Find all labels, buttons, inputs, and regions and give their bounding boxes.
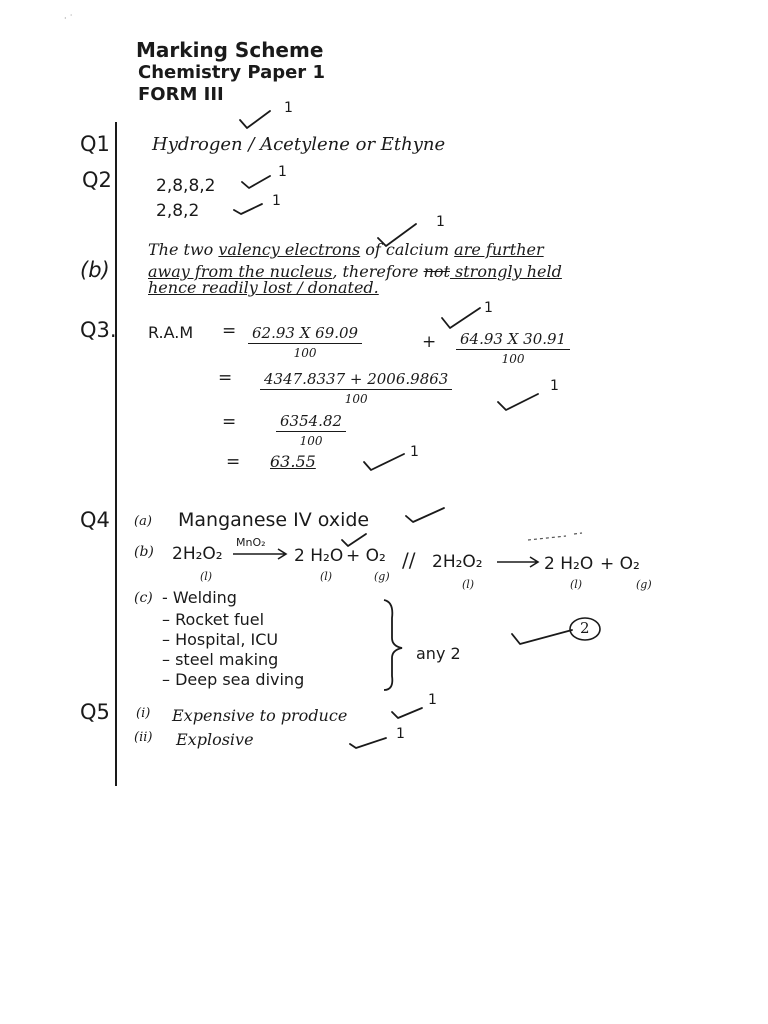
pencil-mark-icon bbox=[526, 530, 586, 544]
fraction-4 bbox=[276, 412, 346, 448]
q4-label: Q4 bbox=[80, 508, 110, 532]
header-form: FORM III bbox=[138, 84, 224, 105]
fraction-3-denominator: 100 bbox=[344, 392, 368, 406]
state-liquid: (l) bbox=[570, 578, 583, 591]
header-subject: Chemistry Paper 1 bbox=[138, 62, 325, 83]
q2b-label: (b) bbox=[80, 258, 110, 282]
q2b-line-3 bbox=[148, 278, 379, 297]
reaction-arrow-icon bbox=[232, 548, 288, 560]
q2b-text: The two bbox=[148, 240, 219, 259]
reaction-arrow-icon bbox=[496, 556, 540, 568]
use-item: – steel making bbox=[162, 650, 279, 669]
margin-line bbox=[110, 122, 122, 786]
tick-mark-icon bbox=[390, 704, 424, 722]
q4a-label: (a) bbox=[134, 514, 152, 529]
fraction-2-numerator: 64.93 X 30.91 bbox=[456, 330, 570, 350]
q2b-text: not bbox=[423, 262, 450, 281]
q2b-text: strongly held bbox=[449, 262, 562, 281]
tick-mark-icon bbox=[232, 200, 266, 218]
fraction-2 bbox=[456, 330, 570, 366]
q3-label: Q3. bbox=[80, 318, 117, 342]
fraction-1-denominator: 100 bbox=[293, 346, 317, 360]
tick-mark-icon bbox=[496, 390, 540, 412]
tick-mark-icon bbox=[404, 504, 446, 526]
q2b-line-1 bbox=[148, 240, 544, 259]
catalyst-label: MnO₂ bbox=[236, 536, 266, 549]
state-liquid: (l) bbox=[200, 570, 213, 583]
q1-answer: Hydrogen / Acetylene or Ethyne bbox=[152, 134, 446, 155]
q4c-label: (c) bbox=[134, 590, 153, 606]
state-gas: (g) bbox=[374, 570, 390, 583]
q2-answer-2: 2,8,2 bbox=[156, 201, 200, 221]
mark-one: 1 bbox=[396, 726, 405, 742]
mark-one: 1 bbox=[284, 100, 293, 116]
q5ii-label: (ii) bbox=[134, 730, 153, 745]
q4b-oxygen: + O₂ bbox=[346, 546, 386, 566]
use-item: – Rocket fuel bbox=[162, 610, 265, 629]
q2b-text: away from the nucleus bbox=[148, 262, 333, 281]
fraction-1 bbox=[248, 324, 362, 360]
q5i-answer: Expensive to produce bbox=[172, 706, 348, 725]
mark-one: 1 bbox=[278, 164, 287, 180]
mark-one: 1 bbox=[272, 193, 281, 209]
state-liquid: (l) bbox=[462, 578, 475, 591]
state-liquid: (l) bbox=[320, 570, 333, 583]
fraction-3 bbox=[260, 370, 452, 406]
mark-one: 1 bbox=[410, 444, 419, 460]
tick-mark-icon bbox=[510, 620, 574, 648]
marks-awarded: 2 bbox=[580, 619, 590, 637]
tick-mark-icon bbox=[440, 304, 482, 330]
q4a-answer: Manganese IV oxide bbox=[178, 509, 370, 531]
q2b-text: are further bbox=[454, 240, 544, 259]
mark-one: 1 bbox=[428, 692, 437, 708]
q2b-text: valency electrons bbox=[218, 240, 361, 259]
mark-one: 1 bbox=[550, 378, 559, 394]
q2b-text: hence readily lost / donated. bbox=[148, 278, 379, 297]
tick-mark-icon bbox=[348, 734, 388, 750]
tick-mark-icon bbox=[340, 532, 368, 548]
q2-label: Q2 bbox=[82, 168, 112, 192]
mark-one: 1 bbox=[484, 300, 493, 316]
q2b-text: of calcium bbox=[360, 240, 455, 259]
tick-mark-icon bbox=[238, 108, 272, 132]
mark-one: 1 bbox=[436, 214, 445, 230]
q5i-label: (i) bbox=[136, 706, 151, 721]
use-item: – Deep sea diving bbox=[162, 670, 305, 689]
q4b-reactant: 2H₂O₂ bbox=[172, 544, 223, 564]
q4b-alt-oxygen: + O₂ bbox=[600, 554, 640, 574]
tick-mark-icon bbox=[240, 172, 274, 192]
q4b-alt-product: 2 H₂O bbox=[544, 554, 594, 574]
alt-separator: // bbox=[402, 548, 416, 572]
fraction-2-denominator: 100 bbox=[501, 352, 525, 366]
fraction-3-numerator: 4347.8337 + 2006.9863 bbox=[260, 370, 452, 390]
ram-label: R.A.M bbox=[148, 323, 194, 342]
q4b-label: (b) bbox=[134, 544, 154, 560]
equals-sign: = bbox=[218, 368, 233, 388]
q1-label: Q1 bbox=[80, 132, 110, 156]
use-item: – Hospital, ICU bbox=[162, 630, 279, 649]
q5ii-answer: Explosive bbox=[176, 730, 254, 749]
q2-answer-1: 2,8,8,2 bbox=[156, 176, 216, 196]
use-item: - Welding bbox=[162, 588, 237, 607]
tick-mark-icon bbox=[362, 448, 406, 472]
equals-sign: = bbox=[226, 452, 241, 472]
fraction-4-denominator: 100 bbox=[299, 434, 323, 448]
q5-label: Q5 bbox=[80, 700, 110, 724]
q2b-text: , therefore bbox=[332, 262, 424, 281]
any-two-note: any 2 bbox=[416, 644, 461, 663]
scan-specks: · ˙ bbox=[64, 14, 74, 23]
equals-sign: = bbox=[222, 321, 237, 341]
fraction-1-numerator: 62.93 X 69.09 bbox=[248, 324, 362, 344]
q4b-alt-reactant: 2H₂O₂ bbox=[432, 552, 483, 572]
equals-sign: = bbox=[222, 412, 237, 432]
curly-brace-icon bbox=[378, 598, 408, 692]
header-title: Marking Scheme bbox=[136, 38, 324, 62]
fraction-4-numerator: 6354.82 bbox=[276, 412, 346, 432]
tick-mark-icon bbox=[376, 222, 418, 248]
state-gas: (g) bbox=[636, 578, 652, 591]
q3-result: 63.55 bbox=[270, 452, 316, 471]
plus-sign: + bbox=[422, 332, 437, 352]
q4b-product: 2 H₂O bbox=[294, 546, 344, 566]
